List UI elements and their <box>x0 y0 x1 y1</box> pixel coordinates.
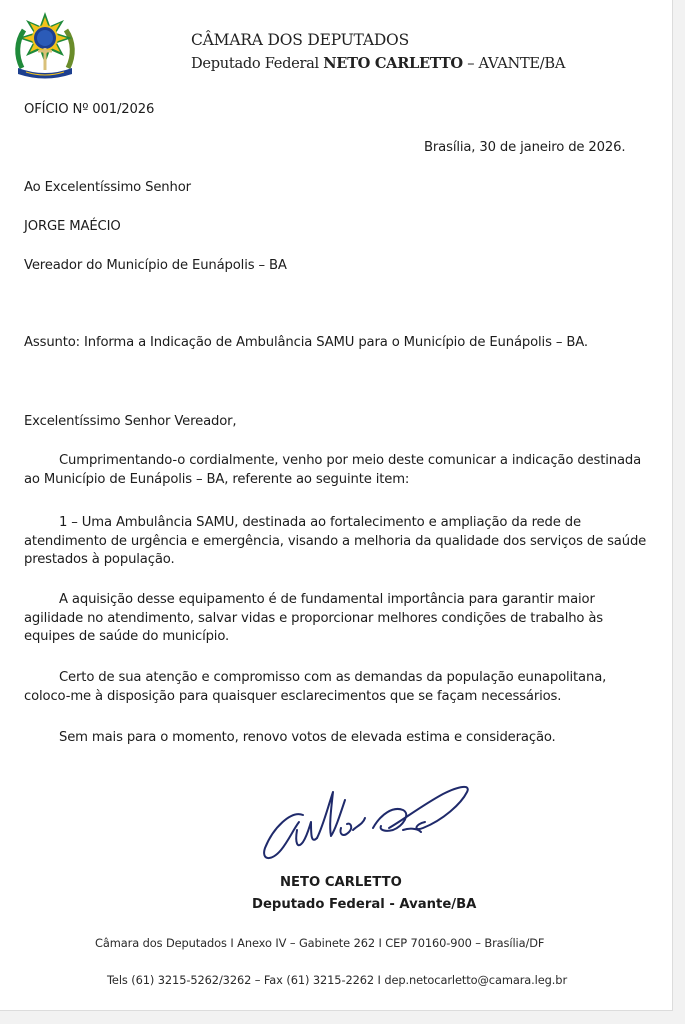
footer-address: Câmara dos Deputados I Anexo IV – Gabinete 262 I CEP 70160-900 – Brasília/DF <box>95 936 545 950</box>
header-party: – AVANTE/BA <box>467 55 566 72</box>
header-institution: CÂMARA DOS DEPUTADOS <box>191 31 409 49</box>
salutation-line: Ao Excelentíssimo Senhor <box>24 180 191 195</box>
subject-line: Assunto: Informa a Indicação de Ambulância SAMU para o Município de Eunápolis – BA. <box>24 335 588 350</box>
signatory-name: NETO CARLETTO <box>280 875 402 890</box>
footer-contact: Tels (61) 3215-5262/3262 – Fax (61) 3215-2262 I dep.netocarletto@camara.leg.br <box>107 973 568 987</box>
header-name: NETO CARLETTO <box>323 55 463 72</box>
paragraph: 1 – Uma Ambulância SAMU, destinada ao fortalecimento e ampliação da rede de atendimento de urgência e emergência, visando a melhoria da qualidade dos serviços de saúde prestados à população. <box>24 515 647 567</box>
recipient-name: JORGE MAÉCIO <box>24 219 121 234</box>
recipient-title: Vereador do Município de Eunápolis – BA <box>24 258 287 273</box>
handwritten-signature <box>253 770 493 870</box>
paragraph: Sem mais para o momento, renovo votos de elevada estima e consideração. <box>59 730 556 745</box>
header-deputy <box>191 54 565 73</box>
header-role: Deputado Federal <box>191 55 319 72</box>
paragraph: Cumprimentando-o cordialmente, venho por meio deste comunicar a indicação destinada ao Município de Eunápolis – BA, referente ao seguinte item: <box>24 453 642 487</box>
paragraph: Certo de sua atenção e compromisso com as demandas da população eunapolitana, coloco-me à disposição para quaisquer esclarecimentos que se façam necessários. <box>24 670 607 704</box>
paragraph: A aquisição desse equipamento é de fundamental importância para garantir maior agilidade no atendimento, salvar vidas e proporcionar melhores condições de trabalho às equipes de saúde do município. <box>24 592 604 644</box>
place-date: Brasília, 30 de janeiro de 2026. <box>424 140 626 155</box>
greeting: Excelentíssimo Senhor Vereador, <box>24 414 237 429</box>
coat-of-arms-icon <box>12 10 78 82</box>
signatory-role: Deputado Federal - Avante/BA <box>252 897 477 912</box>
document-reference: OFÍCIO Nº 001/2026 <box>24 102 155 117</box>
